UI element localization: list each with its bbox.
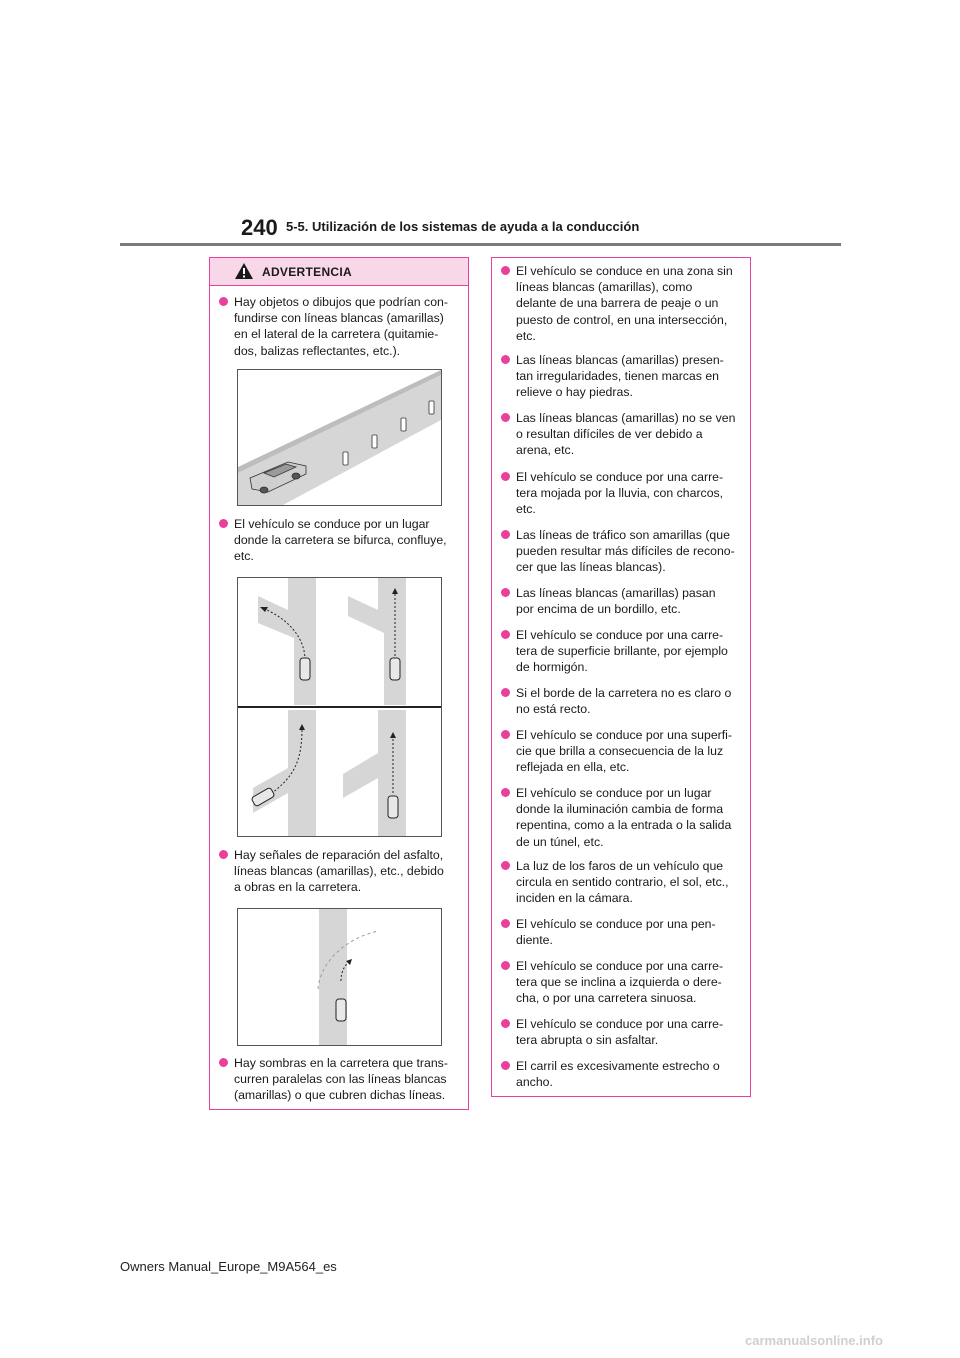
bullet-dot-icon: [219, 850, 228, 859]
warning-triangle-icon: [234, 262, 254, 280]
warning-header: [210, 258, 468, 286]
warning-item: Si el borde de la carretera no es claro o no está recto.: [499, 685, 749, 717]
warning-item: La luz de los faros de un vehículo que circula en sentido contrario, el sol, etc., inciden en la cámara.: [499, 858, 749, 907]
bullet-dot-icon: [501, 688, 510, 697]
warning-item: El vehículo se conduce por una carre- tera que se inclina a izquierda o dere- cha, o por una carretera sinuosa.: [499, 958, 749, 1007]
bullet-dot-icon: [501, 266, 510, 275]
warning-item: El vehículo se conduce por un lugar donde la iluminación cambia de forma repentina, como a la entrada o la salida de un túnel, etc.: [499, 785, 749, 850]
illustration-road-fork-merge: [237, 577, 442, 837]
page-number: 240: [241, 215, 278, 240]
warning-item: El vehículo se conduce por una carre- tera mojada por la lluvia, con charcos, etc.: [499, 469, 749, 518]
warning-item: El vehículo se conduce por una pen- diente.: [499, 916, 749, 948]
warning-item: El carril es excesivamente estrecho o ancho.: [499, 1058, 749, 1090]
warning-box-right: [491, 257, 751, 1097]
bullet-dot-icon: [501, 588, 510, 597]
bullet-dot-icon: [219, 519, 228, 528]
bullet-dot-icon: [501, 413, 510, 422]
warning-item: Hay señales de reparación del asfalto, líneas blancas (amarillas), etc., debido a obras en la carretera.: [217, 847, 467, 896]
warning-item: El vehículo se conduce por una carre- tera de superficie brillante, por ejemplo de hormigón.: [499, 627, 749, 676]
warning-item: El vehículo se conduce por una carre- tera abrupta o sin asfaltar.: [499, 1016, 749, 1048]
warning-item: Hay objetos o dibujos que podrían con- fundirse con líneas blancas (amarillas) en el lateral de la carretera (quitamie- dos, balizas reflectantes, etc.).: [217, 294, 467, 359]
bullet-dot-icon: [219, 1058, 228, 1067]
footer-text: Owners Manual_Europe_M9A564_es: [120, 1259, 337, 1274]
warning-item: Las líneas blancas (amarillas) pasan por encima de un bordillo, etc.: [499, 585, 749, 617]
watermark: carmanualsonline.info: [745, 1333, 883, 1348]
bullet-dot-icon: [501, 355, 510, 364]
bullet-dot-icon: [501, 788, 510, 797]
warning-title: ADVERTENCIA: [262, 265, 352, 279]
bullet-dot-icon: [501, 630, 510, 639]
warning-box-left: [209, 257, 469, 1110]
warning-item: Hay sombras en la carretera que trans- curren paralelas con las líneas blancas (amarillas) o que cubren dichas líneas.: [217, 1055, 467, 1104]
header-rule: [120, 243, 841, 246]
warning-item: El vehículo se conduce por un lugar donde la carretera se bifurca, confluye, etc.: [217, 516, 467, 565]
warning-item: Las líneas blancas (amarillas) presen- tan irregularidades, tienen marcas en relieve o hay piedras.: [499, 352, 749, 401]
warning-item: El vehículo se conduce por una superfi- cie que brilla a consecuencia de la luz reflejada en ella, etc.: [499, 727, 749, 776]
bullet-dot-icon: [501, 1019, 510, 1028]
bullet-dot-icon: [501, 961, 510, 970]
bullet-dot-icon: [501, 861, 510, 870]
bullet-dot-icon: [501, 919, 510, 928]
illustration-asphalt-repair: [237, 908, 442, 1046]
warning-item: Las líneas de tráfico son amarillas (que pueden resultar más difíciles de recono- cer que las líneas blancas).: [499, 527, 749, 576]
bullet-dot-icon: [501, 530, 510, 539]
bullet-dot-icon: [219, 297, 228, 306]
warning-item: El vehículo se conduce en una zona sin líneas blancas (amarillas), como delante de una barrera de peaje o un puesto de control, en una intersección, etc.: [499, 263, 749, 344]
bullet-dot-icon: [501, 1061, 510, 1070]
bullet-dot-icon: [501, 730, 510, 739]
illustration-roadside-posts: [237, 369, 442, 506]
bullet-dot-icon: [501, 472, 510, 481]
section-title: 5-5. Utilización de los sistemas de ayuda a la conducción: [286, 219, 640, 234]
warning-item: Las líneas blancas (amarillas) no se ven o resultan difíciles de ver debido a arena, etc.: [499, 410, 749, 459]
